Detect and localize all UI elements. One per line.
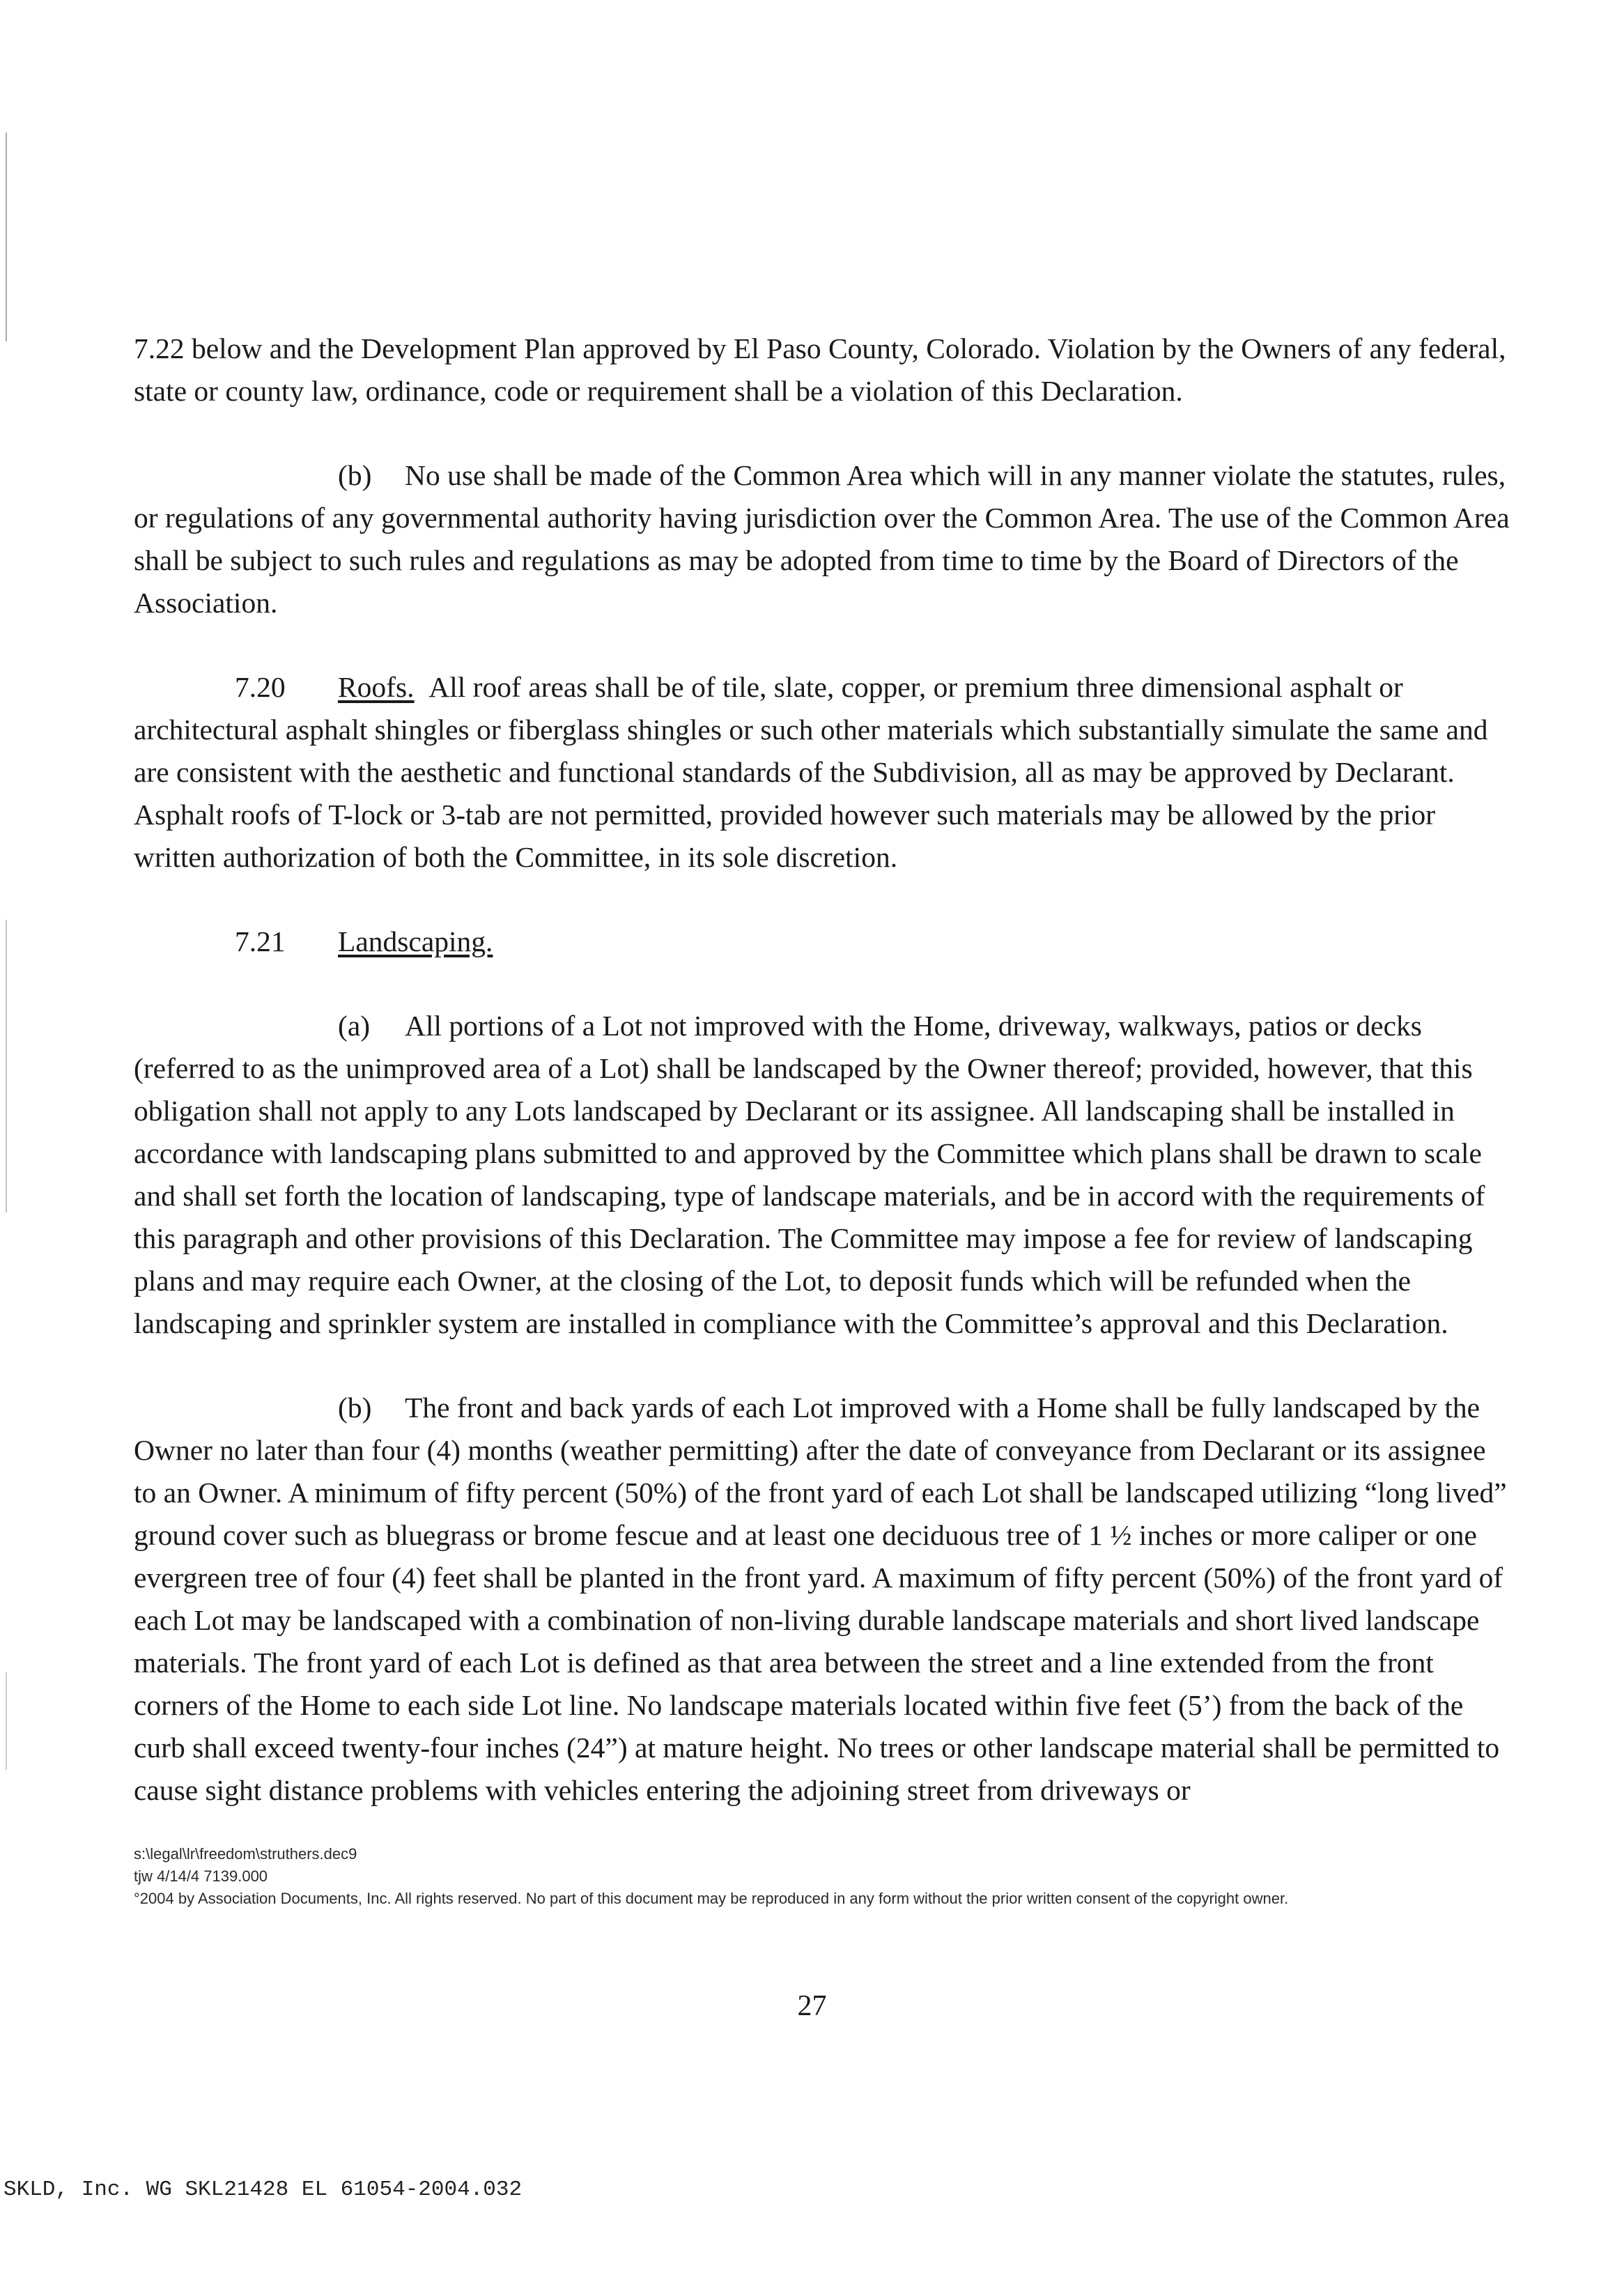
section-number: 7.21: [235, 925, 286, 957]
footer-notes: [134, 1843, 1513, 1910]
paragraph-text: No use shall be made of the Common Area which will in any manner violate the statutes, rules, or regulations of any governmental authority having jurisdiction over the Common Area. The use of the Common Area shall be subject to such rules and regulations as may be adopted from time to time by the Board of Directors of the Association.: [134, 459, 1510, 619]
section-heading: Landscaping.: [338, 925, 493, 957]
footer-copyright: °2004 by Association Documents, Inc. All rights reserved. No part of this document may be reproduced in any form without the prior written consent of the copyright owner.: [134, 1890, 1289, 1907]
paragraph-label: (b): [338, 1392, 372, 1424]
paragraph-label: (b): [338, 459, 372, 491]
paragraph-b-yards: [134, 1387, 1513, 1812]
section-number: 7.20: [235, 671, 286, 703]
paragraph-b-common-area: [134, 454, 1513, 624]
page-number: 27: [797, 1990, 827, 2022]
section-7-20-roofs: [134, 666, 1513, 879]
continuation-paragraph: 7.22 below and the Development Plan approved by El Paso County, Colorado. Violation by the Owners of any federal, state or county law, ordinance, code or requirement shall be a violation of this Declaration.: [134, 332, 1506, 407]
scan-edge-mark: [6, 920, 7, 1212]
paragraph-label: (a): [338, 1010, 371, 1042]
footer-file-code: tjw 4/14/4 7139.000: [134, 1867, 268, 1885]
section-7-21-landscaping: [134, 920, 1513, 963]
scan-edge-mark: [6, 132, 7, 341]
footer-file-path: s:\legal\lr\freedom\struthers.dec9: [134, 1845, 357, 1863]
section-text: All roof areas shall be of tile, slate, copper, or premium three dimensional asphalt or architectural asphalt shingles or fiberglass shingles or such other materials which substantially simulate the same and are consistent with the aesthetic and functional standards of the Subdivision, all as may be approved by Declarant. Asphalt roofs of T-lock or 3-tab are not permitted, provided however such materials may be allowed by the prior written authorization of both the Committee, in its sole discretion.: [134, 671, 1488, 873]
paragraph-text: All portions of a Lot not improved with the Home, driveway, walkways, patios or decks (referred to as the unimproved area of a Lot) shall be landscaped by the Owner thereof; provided, however, that this obligation shall not apply to any Lots landscaped by Declarant or its assignee. All landscaping shall be installed in accordance with landscaping plans submitted to and approved by the Committee which plans shall be drawn to scale and shall set forth the location of landscaping, type of landscape materials, and be in accord with the requirements of this paragraph and other provisions of this Declaration. The Committee may impose a fee for review of landscaping plans and may require each Owner, at the closing of the Lot, to deposit funds which will be refunded when the landscaping and sprinkler system are installed in compliance with the Committee’s approval and this Declaration.: [134, 1010, 1485, 1339]
scan-edge-mark: [6, 1672, 7, 1770]
section-heading: Roofs.: [338, 671, 415, 703]
document-reference-code: SKLD, Inc. WG SKL21428 EL 61054-2004.032: [3, 2178, 523, 2202]
paragraph-a-landscaping: [134, 1005, 1513, 1345]
paragraph-text: The front and back yards of each Lot improved with a Home shall be fully landscaped by the Owner no later than four (4) months (weather permitting) after the date of conveyance from Declarant or its assignee to an Owner. A minimum of fifty percent (50%) of the front yard of each Lot shall be landscaped utilizing “long lived” ground cover such as bluegrass or brome fescue and at least one deciduous tree of 1 ½ inches or more caliper or one evergreen tree of four (4) feet shall be planted in the front yard. A maximum of fifty percent (50%) of the front yard of each Lot may be landscaped with a combination of non-living durable landscape materials and short lived landscape materials. The front yard of each Lot is defined as that area between the street and a line extended from the front corners of the Home to each side Lot line. No landscape materials located within five feet (5’) from the back of the curb shall exceed twenty-four inches (24”) at mature height. No trees or other landscape material shall be permitted to cause sight distance problems with vehicles entering the adjoining street from driveways or: [134, 1392, 1507, 1806]
document-body: [134, 327, 1513, 1853]
